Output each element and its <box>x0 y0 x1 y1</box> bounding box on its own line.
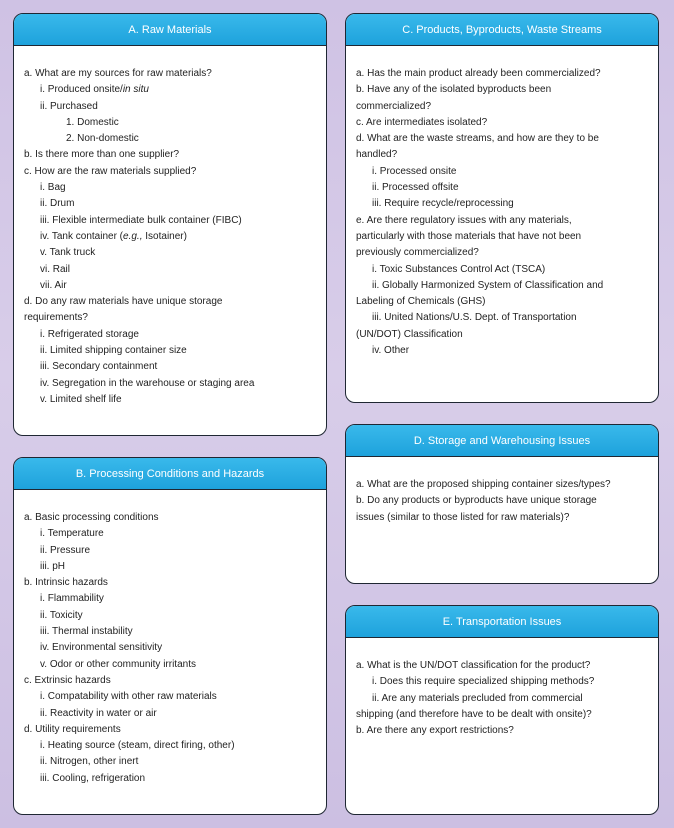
outline-item <box>356 691 650 707</box>
item-text: ii. Reactivity in water or air <box>40 707 157 719</box>
card-title: D. Storage and Warehousing Issues <box>346 425 658 457</box>
item-text: requirements? <box>24 312 88 324</box>
outline-item <box>356 99 650 115</box>
item-text: previously commercialized? <box>356 247 479 259</box>
item-text: iv. Segregation in the warehouse or staging area <box>40 377 255 389</box>
item-text: ii. Limited shipping container size <box>40 345 187 357</box>
item-text: a. Basic processing conditions <box>24 512 159 523</box>
item-text: d. Do any raw materials have unique storage <box>24 296 223 308</box>
item-text: e. Are there regulatory issues with any materials, <box>356 214 572 226</box>
outline-item <box>356 229 650 245</box>
outline-item <box>24 376 318 392</box>
outline-item <box>356 278 650 294</box>
outline-item <box>24 640 318 656</box>
outline-item <box>24 229 318 245</box>
item-text: i. Toxic Substances Control Act (TSCA) <box>372 263 546 275</box>
item-text: b. Is there more than one supplier? <box>24 149 180 161</box>
card-body <box>346 638 658 739</box>
item-text: (UN/DOT) Classification <box>356 328 463 340</box>
item-text: 2. Non-domestic <box>66 133 139 145</box>
card-title: C. Products, Byproducts, Waste Streams <box>346 14 658 46</box>
outline-item <box>356 115 650 131</box>
item-text: handled? <box>356 149 398 161</box>
outline-item <box>24 689 318 705</box>
outline-item <box>24 591 318 607</box>
outline-item <box>356 674 650 690</box>
item-text: ii. Processed offsite <box>372 182 459 194</box>
outline-item <box>356 723 650 739</box>
item-text: i. Does this require specialized shipping methods? <box>372 676 595 688</box>
item-text: c. Are intermediates isolated? <box>356 116 488 128</box>
outline-item <box>24 180 318 196</box>
outline-item <box>24 543 318 559</box>
item-text: ii. Globally Harmonized System of Classification and <box>372 279 604 291</box>
item-text: i. Refrigerated storage <box>40 328 139 340</box>
card-processing-conditions <box>13 457 327 815</box>
outline-item <box>24 359 318 375</box>
outline-item <box>24 343 318 359</box>
outline-item <box>24 82 318 98</box>
item-italic-text: e.g., <box>123 230 143 242</box>
card-body <box>346 46 658 359</box>
outline-item <box>356 658 650 674</box>
outline-item <box>356 196 650 212</box>
outline-item <box>24 99 318 115</box>
item-text: 1. Domestic <box>66 116 119 128</box>
outline-item <box>356 164 650 180</box>
outline-item <box>24 294 318 310</box>
card-title: B. Processing Conditions and Hazards <box>14 458 326 490</box>
item-text: a. What is the UN/DOT classification for the product? <box>356 660 591 671</box>
item-text: i. Flammability <box>40 593 104 605</box>
outline-item <box>24 131 318 147</box>
outline-item <box>24 213 318 229</box>
item-text: d. Utility requirements <box>24 723 121 735</box>
outline-item <box>24 657 318 673</box>
outline-item <box>24 66 318 82</box>
card-body <box>346 457 658 526</box>
card-title: A. Raw Materials <box>14 14 326 46</box>
outline-item <box>356 262 650 278</box>
item-text: ii. Toxicity <box>40 609 83 621</box>
outline-item <box>24 164 318 180</box>
outline-item <box>356 477 650 493</box>
card-raw-materials <box>13 13 327 436</box>
item-text: vi. Rail <box>40 263 71 275</box>
outline-item <box>356 493 650 509</box>
item-text: ii. Drum <box>40 198 75 210</box>
item-text: iii. Require recycle/reprocessing <box>372 198 514 210</box>
card-products-byproducts <box>345 13 659 403</box>
item-text: i. Compatability with other raw materials <box>40 691 217 703</box>
item-text: iv. Other <box>372 345 410 357</box>
outline-item <box>24 608 318 624</box>
card-body <box>14 46 326 408</box>
outline-item <box>356 147 650 163</box>
outline-item <box>24 327 318 343</box>
item-text: iv. Environmental sensitivity <box>40 642 163 654</box>
item-text: b. Do any products or byproducts have unique storage <box>356 495 597 507</box>
item-text: iii. Flexible intermediate bulk container (FIBC) <box>40 214 242 226</box>
outline-item <box>356 131 650 147</box>
item-text: iii. pH <box>40 560 66 572</box>
item-text: shipping (and therefore have to be dealt with onsite)? <box>356 708 592 720</box>
item-text: ii. Pressure <box>40 544 91 556</box>
item-text: ii. Purchased <box>40 100 98 112</box>
item-text: commercialized? <box>356 100 432 112</box>
outline-item <box>24 310 318 326</box>
outline-item <box>24 510 318 526</box>
item-text: iii. Cooling, refrigeration <box>40 772 146 784</box>
outline-item <box>24 262 318 278</box>
item-text: b. Have any of the isolated byproducts been <box>356 84 552 96</box>
item-text: i. Bag <box>40 182 66 194</box>
item-text: Labeling of Chemicals (GHS) <box>356 296 486 308</box>
outline-item <box>356 180 650 196</box>
outline-item <box>356 510 650 526</box>
outline-item <box>356 310 650 326</box>
card-title: E. Transportation Issues <box>346 606 658 638</box>
item-italic-text: in situ <box>122 84 149 96</box>
item-text: iv. Tank container ( <box>40 230 124 242</box>
item-text: iii. Thermal instability <box>40 626 133 638</box>
outline-item <box>24 771 318 787</box>
outline-item <box>24 624 318 640</box>
outline-item <box>356 245 650 261</box>
outline-item <box>356 213 650 229</box>
outline-item <box>24 526 318 542</box>
card-body <box>14 490 326 787</box>
item-text: d. What are the waste streams, and how are they to be <box>356 133 599 145</box>
outline-item <box>356 707 650 723</box>
outline-item <box>356 343 650 359</box>
outline-item <box>24 754 318 770</box>
outline-item <box>356 82 650 98</box>
outline-item <box>24 575 318 591</box>
outline-item <box>24 196 318 212</box>
item-text: a. What are my sources for raw materials? <box>24 68 212 79</box>
item-text: a. Has the main product already been commercialized? <box>356 68 601 79</box>
outline-item <box>24 392 318 408</box>
item-text: i. Processed onsite <box>372 165 457 177</box>
outline-item <box>24 706 318 722</box>
outline-item <box>24 278 318 294</box>
outline-item <box>356 66 650 82</box>
item-text: vii. Air <box>40 279 67 291</box>
item-text-after: Isotainer) <box>142 230 187 242</box>
item-text: i. Heating source (steam, direct firing, other) <box>40 740 235 752</box>
item-text: ii. Nitrogen, other inert <box>40 756 139 768</box>
item-text: particularly with those materials that have not been <box>356 230 582 242</box>
item-text: b. Are there any export restrictions? <box>356 725 514 737</box>
item-text: v. Odor or other community irritants <box>40 658 196 670</box>
item-text: c. Extrinsic hazards <box>24 674 111 686</box>
outline-item <box>24 738 318 754</box>
outline-item <box>24 559 318 575</box>
item-text: v. Limited shelf life <box>40 393 122 405</box>
item-text: i. Produced onsite/ <box>40 84 123 96</box>
outline-item <box>24 115 318 131</box>
outline-item <box>24 147 318 163</box>
outline-item <box>24 245 318 261</box>
item-text: ii. Are any materials precluded from commercial <box>372 692 583 704</box>
item-text: b. Intrinsic hazards <box>24 577 108 589</box>
outline-item <box>356 294 650 310</box>
outline-item <box>24 673 318 689</box>
outline-item <box>356 327 650 343</box>
outline-item <box>24 722 318 738</box>
item-text: v. Tank truck <box>40 247 96 259</box>
item-text: a. What are the proposed shipping container sizes/types? <box>356 479 611 490</box>
item-text: c. How are the raw materials supplied? <box>24 165 197 177</box>
card-storage-warehousing <box>345 424 659 584</box>
item-text: i. Temperature <box>40 528 104 540</box>
item-text: iii. United Nations/U.S. Dept. of Transportation <box>372 312 577 324</box>
item-text: iii. Secondary containment <box>40 361 158 373</box>
card-transportation <box>345 605 659 815</box>
item-text: issues (similar to those listed for raw materials)? <box>356 511 570 523</box>
